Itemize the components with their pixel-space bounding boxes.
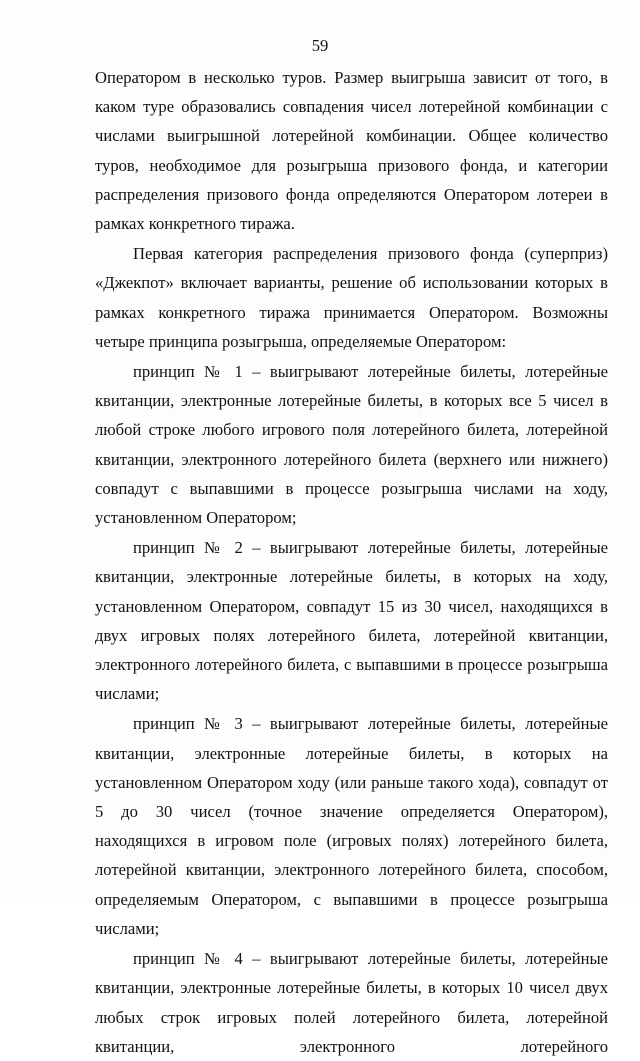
paragraph-principle-3: принцип № 3 – выигрывают лотерейные билеты, лотерейные квитанции, электронные лотерейные билеты, в которых на установленном Оператором ходу (или раньше такого хода), совпадут от 5 до 30 чисел (точное значение определяется Оператором), находящихся в игровом поле (игровых полях) лотерейного билета, лотерейной квитанции, электронного лотерейного билета, способом, определяемым Оператором, с выпавшими в процессе розыгрыша числами;	[95, 714, 608, 938]
paragraph-principle-1: принцип № 1 – выигрывают лотерейные билеты, лотерейные квитанции, электронные лотерейные билеты, в которых все 5 чисел в любой строке любого игрового поля лотерейного билета, лотерейной квитанции, электронного лотерейного билета (верхнего или нижнего) совпадут с выпавшими в процессе розыгрыша числами на ходу, установленном Оператором;	[95, 362, 608, 528]
paragraph-principle-4: принцип № 4 – выигрывают лотерейные билеты, лотерейные квитанции, электронные лотерейные билеты, в которых 10 чисел двух любых строк игровых полей лотерейного билета, лотерейной квитанции, электронного лотерейного	[95, 949, 608, 1056]
paragraph-principle-2: принцип № 2 – выигрывают лотерейные билеты, лотерейные квитанции, электронные лотерейные билеты, в которых на ходу, установленном Оператором, совпадут 15 из 30 чисел, находящихся в двух игровых полях лотерейного билета, лотерейной квитанции, электронного лотерейного билета, с выпавшими в процессе розыгрыша числами;	[95, 538, 608, 704]
page-number: 59	[311, 36, 329, 55]
document-body	[95, 63, 608, 1061]
paragraph-continuation: Оператором в несколько туров. Размер выигрыша зависит от того, в каком туре образовались совпадения чисел лотерейной комбинации с числами выигрышной лотерейной комбинации. Общее количество туров, необходимое для розыгрыша призового фонда, и категории распределения призового фонда определяются Оператором лотереи в рамках конкретного тиража.	[95, 68, 608, 234]
paragraph-jackpot-category: Первая категория распределения призового фонда (суперприз) «Джекпот» включает варианты, решение об использовании которых в рамках конкретного тиража принимается Оператором. Возможны четыре принципа розыгрыша, определяемые Оператором:	[95, 244, 608, 351]
